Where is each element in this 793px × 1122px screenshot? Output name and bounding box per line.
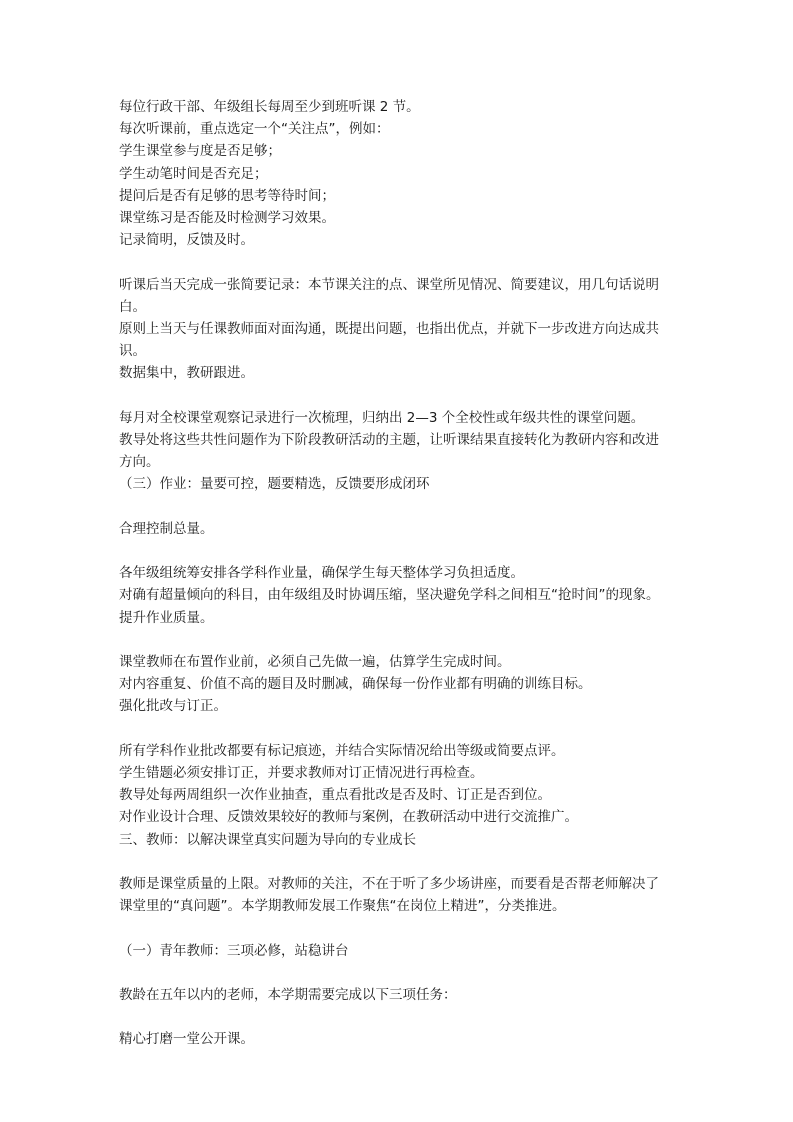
- text-line: 听课后当天完成一张简要记录：本节课关注的点、课堂所见情况、简要建议，用几句话说明: [119, 276, 659, 293]
- blank-line: [119, 718, 679, 740]
- document-body: [119, 96, 679, 1051]
- blank-line: [119, 917, 679, 939]
- text-line: 教师是课堂质量的上限。对教师的关注，不在于听了多少场讲座，而要看是否帮老师解决了: [119, 876, 659, 892]
- blank-line: [119, 496, 679, 518]
- text-line: 课堂里的“真问题”。本学期教师发展工作聚焦“在岗位上精进”，分类推进。: [119, 898, 566, 915]
- text-line: 学生课堂参与度是否足够；: [119, 143, 281, 160]
- blank-line: [119, 251, 679, 273]
- text-line: 记录简明，反馈及时。: [119, 232, 254, 249]
- text-line: 教龄在五年以内的老师，本学期需要完成以下三项任务：: [119, 986, 457, 1003]
- text-line: 白。: [119, 298, 146, 315]
- blank-line: [119, 962, 679, 984]
- blank-line: [119, 851, 679, 873]
- text-line: 对内容重复、价值不高的题目及时删减，确保每一份作业都有明确的训练目标。: [119, 676, 592, 693]
- text-line: 合理控制总量。: [119, 520, 214, 537]
- text-line: 对作业设计合理、反馈效果较好的教师与案例，在教研活动中进行交流推广。: [119, 809, 578, 826]
- text-line: （一）青年教师：三项必修，站稳讲台: [119, 942, 349, 959]
- text-line: 学生错题必须安排订正，并要求教师对订正情况进行再检查。: [119, 765, 484, 781]
- text-line: （三）作业：量要可控，题要精选，反馈要形成闭环: [119, 476, 430, 493]
- blank-line: [119, 540, 679, 562]
- text-line: 识。: [119, 343, 146, 360]
- blank-line: [119, 385, 679, 407]
- text-line: 方向。: [119, 454, 160, 471]
- text-line: 各年级组统筹安排各学科作业量，确保学生每天整体学习负担适度。: [119, 565, 524, 582]
- text-line: 学生动笔时间是否充足；: [119, 165, 268, 182]
- blank-line: [119, 1006, 679, 1028]
- text-line: 对确有超量倾向的科目，由年级组及时协调压缩，坚决避免学科之间相互“抢时间”的现象。: [119, 587, 660, 604]
- text-line: 三、教师：以解决课堂真实问题为导向的专业成长: [119, 831, 416, 848]
- text-line: 每次听课前，重点选定一个“关注点”，例如：: [119, 121, 390, 138]
- text-line: 数据集中，教研跟进。: [119, 365, 254, 382]
- text-line: 教导处将这些共性问题作为下阶段教研活动的主题，让听课结果直接转化为教研内容和改进: [119, 432, 659, 449]
- text-line: 课堂教师在布置作业前，必须自己先做一遍，估算学生完成时间。: [119, 654, 511, 670]
- text-line: 教导处每两周组织一次作业抽查，重点看批改是否及时、订正是否到位。: [119, 787, 551, 804]
- text-line: 课堂练习是否能及时检测学习效果。: [119, 210, 335, 227]
- text-line: 精心打磨一堂公开课。: [119, 1031, 254, 1048]
- text-line: 提问后是否有足够的思考等待时间；: [119, 187, 335, 204]
- text-line: 所有学科作业批改都要有标记痕迹，并结合实际情况给出等级或简要点评。: [119, 742, 565, 759]
- text-line: 每位行政干部、年级组长每周至少到班听课 2 节。: [119, 99, 420, 115]
- text-line: 强化批改与订正。: [119, 698, 227, 715]
- text-line: 每月对全校课堂观察记录进行一次梳理，归纳出 2—3 个全校性或年级共性的课堂问题。: [119, 409, 645, 426]
- blank-line: [119, 629, 679, 651]
- text-line: 提升作业质量。: [119, 609, 214, 626]
- text-line: 原则上当天与任课教师面对面沟通，既提出问题，也指出优点，并就下一步改进方向达成共: [119, 321, 659, 338]
